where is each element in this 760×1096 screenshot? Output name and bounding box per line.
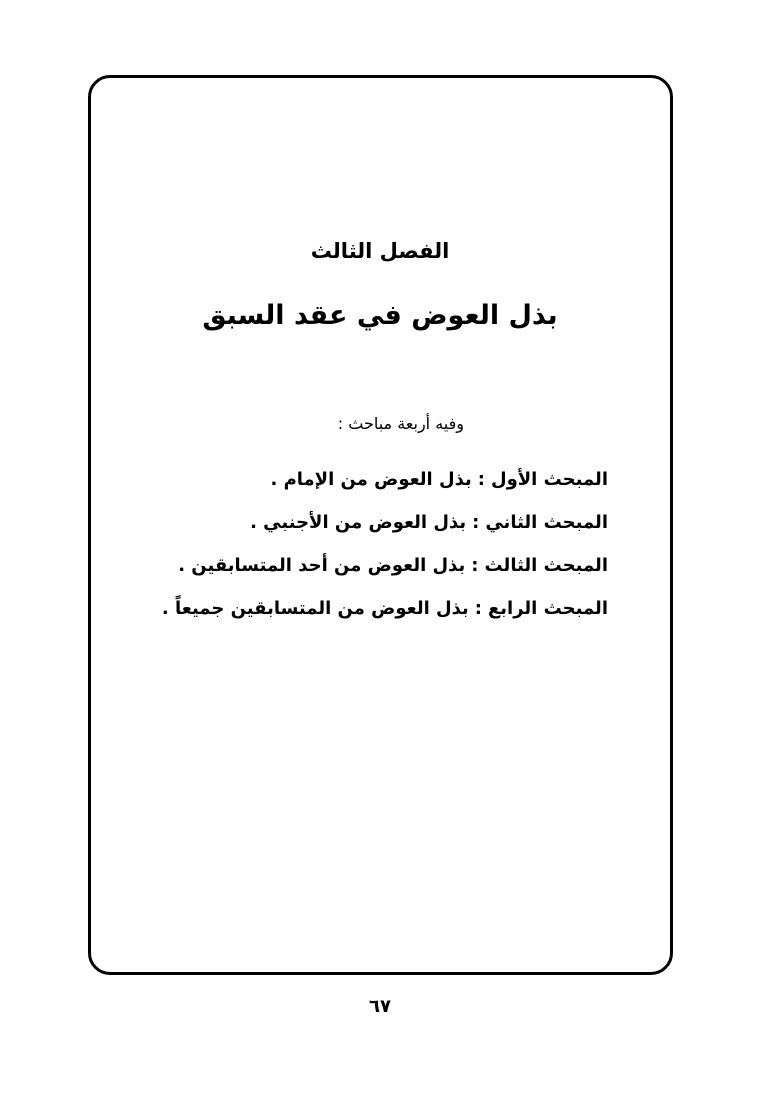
chapter-label: الفصل الثالث [310, 239, 450, 263]
section-name: المبحث الثاني [485, 512, 608, 533]
section-text: بذل العوض من الإمام . [270, 469, 472, 490]
section-item [162, 458, 608, 501]
section-separator: : [471, 555, 479, 576]
section-text: بذل العوض من الأجنبي . [250, 512, 467, 533]
intro-text: وفيه أربعة مباحث : [337, 414, 464, 433]
section-list [162, 458, 608, 630]
section-item [162, 501, 608, 544]
section-text: بذل العوض من أحد المتسابقين . [178, 555, 466, 576]
section-separator: : [474, 598, 482, 619]
section-text: بذل العوض من المتسابقين جميعاً . [161, 598, 469, 619]
section-separator: : [477, 469, 485, 490]
chapter-title: بذل العوض في عقد السبق [202, 300, 558, 331]
section-item [162, 544, 608, 587]
page-number: ٦٧ [369, 996, 391, 1017]
section-name: المبحث الأول [490, 469, 608, 490]
section-name: المبحث الرابع [488, 598, 608, 619]
section-name: المبحث الثالث [484, 555, 608, 576]
section-separator: : [472, 512, 480, 533]
section-item [162, 587, 608, 630]
